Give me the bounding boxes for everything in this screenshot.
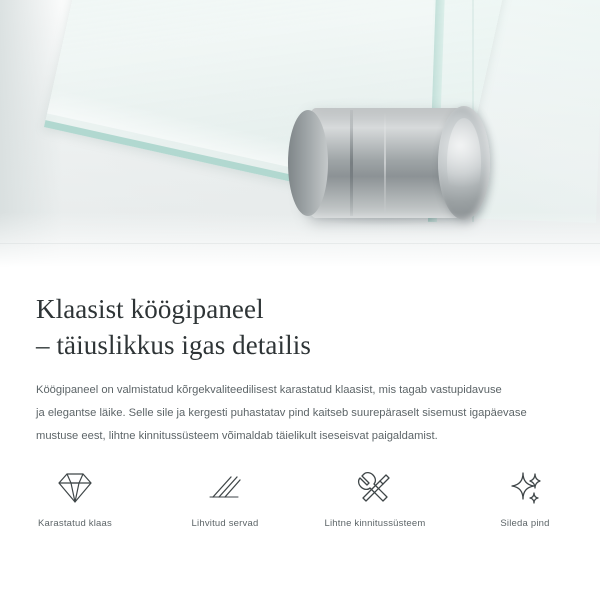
paragraph-line-2: ja elegantse läike. Selle sile ja kergesti puhastatav pind kaitseb suurepäraselt sisemust igapäevase bbox=[36, 407, 527, 420]
feature-label: Karastatud klaas bbox=[38, 518, 112, 529]
feature-item-tempered-glass bbox=[0, 468, 150, 529]
headline-line-2: – täiuslikkus igas detailis bbox=[36, 329, 311, 360]
feature-item-polished-edges bbox=[150, 468, 300, 529]
standoff-fixing bbox=[288, 108, 493, 218]
feature-label: Sileda pind bbox=[500, 518, 550, 529]
feature-list bbox=[0, 468, 600, 529]
page-title bbox=[36, 292, 556, 363]
text-block bbox=[0, 272, 600, 448]
description-paragraph bbox=[36, 379, 548, 448]
hero-photo bbox=[0, 0, 600, 272]
tools-icon bbox=[300, 468, 450, 508]
polished-edge-icon bbox=[150, 468, 300, 508]
standoff-seam bbox=[350, 110, 353, 216]
feature-item-smooth-surface bbox=[450, 468, 600, 529]
standoff-back-plate bbox=[288, 110, 328, 216]
feature-item-easy-mounting bbox=[300, 468, 450, 529]
sparkle-icon bbox=[450, 468, 600, 508]
paragraph-line-1: Köögipaneel on valmistatud kõrgekvaliteedilisest karastatud klaasist, mis tagab vastupidavuse bbox=[36, 384, 502, 397]
hero-bottom-fade bbox=[0, 212, 600, 272]
paragraph-line-3: mustuse eest, lihtne kinnitussüsteem võimaldab täielikult iseseisvat paigaldamist. bbox=[36, 430, 438, 443]
feature-label: Lihvitud servad bbox=[191, 518, 259, 529]
standoff-highlight bbox=[384, 112, 386, 214]
headline-line-1: Klaasist köögipaneel bbox=[36, 294, 264, 324]
standoff-front-cap bbox=[438, 106, 490, 220]
feature-label: Lihtne kinnitussüsteem bbox=[324, 518, 426, 529]
diamond-icon bbox=[0, 468, 150, 508]
